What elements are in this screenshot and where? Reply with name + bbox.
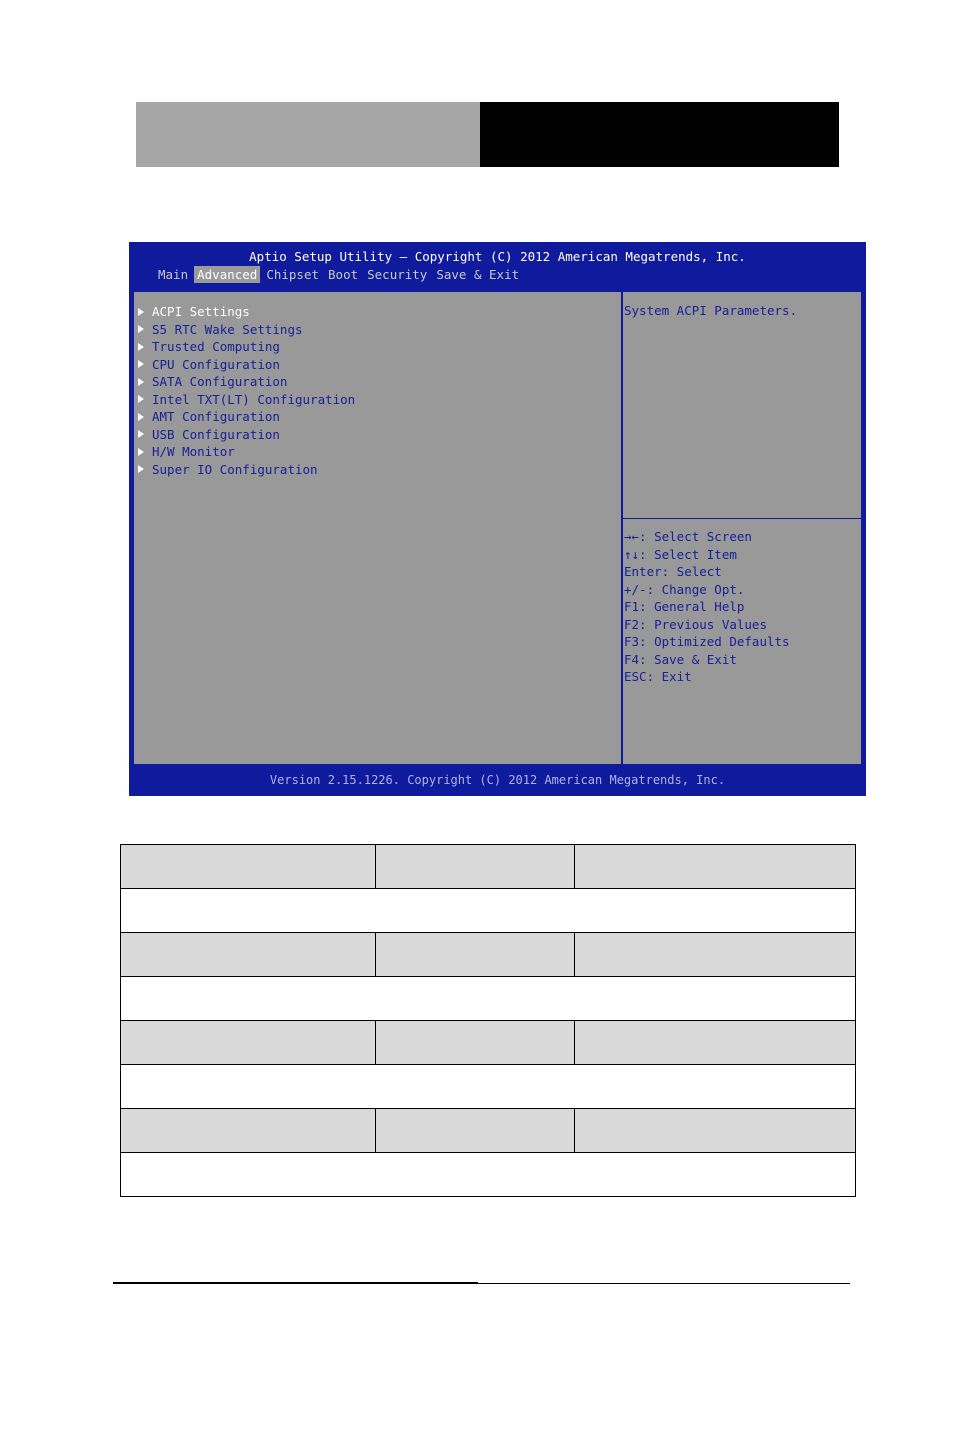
- options-header-row: [121, 1021, 856, 1065]
- option-default-cell: [575, 1109, 856, 1153]
- bios-title: Aptio Setup Utility – Copyright (C) 2012 American Megatrends, Inc.: [249, 249, 746, 264]
- options-header-row: [121, 845, 856, 889]
- option-name-cell: [121, 933, 376, 977]
- option-value-cell: [376, 933, 575, 977]
- bios-help-pane: [623, 292, 861, 764]
- submenu-arrow-icon: [138, 343, 144, 351]
- key-help-select-screen: →←: Select Screen: [624, 529, 752, 544]
- bios-tab-bar: [155, 266, 525, 284]
- menu-item-s5-rtc-wake-settings[interactable]: [138, 321, 355, 339]
- option-name-cell: [121, 845, 376, 889]
- menu-item-hw-monitor[interactable]: [138, 443, 355, 461]
- option-value-cell: [376, 1021, 575, 1065]
- option-value-cell: [376, 1109, 575, 1153]
- key-help-optimized-defaults: F3: Optimized Defaults: [624, 634, 790, 649]
- key-help-list: [624, 528, 790, 686]
- menu-item-sata-configuration[interactable]: [138, 373, 355, 391]
- key-help-general-help: F1: General Help: [624, 599, 745, 614]
- options-description-row: [121, 1065, 856, 1109]
- footer-rule-right: [478, 1283, 850, 1284]
- submenu-arrow-icon: [138, 430, 144, 438]
- bios-screenshot: [129, 242, 866, 796]
- tab-save-exit[interactable]: Save & Exit: [436, 267, 520, 282]
- submenu-arrow-icon: [138, 465, 144, 473]
- menu-item-intel-txt-configuration[interactable]: [138, 391, 355, 409]
- option-description-cell: [121, 889, 856, 933]
- bios-version-footer: Version 2.15.1226. Copyright (C) 2012 American Megatrends, Inc.: [269, 773, 726, 787]
- tab-security[interactable]: Security: [367, 267, 428, 282]
- item-help-text: System ACPI Parameters.: [624, 303, 798, 318]
- key-help-select-item: ↑↓: Select Item: [624, 546, 737, 562]
- tab-advanced[interactable]: Advanced: [194, 266, 260, 283]
- menu-item-acpi-settings[interactable]: [138, 303, 355, 321]
- menu-item-label: CPU Configuration: [152, 356, 280, 372]
- header-banner-right: [480, 102, 839, 167]
- option-description-cell: [121, 1153, 856, 1197]
- option-name-cell: [121, 1021, 376, 1065]
- submenu-arrow-icon: [138, 378, 144, 386]
- menu-item-label: H/W Monitor: [152, 444, 235, 459]
- submenu-arrow-icon: [138, 413, 144, 421]
- options-description-row: [121, 889, 856, 933]
- option-default-cell: [575, 1021, 856, 1065]
- option-name-cell: [121, 1109, 376, 1153]
- option-default-cell: [575, 845, 856, 889]
- header-banner-left: [136, 102, 480, 167]
- options-description-row: [121, 977, 856, 1021]
- key-help-esc-exit: ESC: Exit: [624, 669, 692, 684]
- submenu-arrow-icon: [138, 325, 144, 333]
- menu-item-usb-configuration[interactable]: [138, 426, 355, 444]
- menu-item-label: Intel TXT(LT) Configuration: [152, 391, 356, 407]
- options-header-row: [121, 933, 856, 977]
- menu-item-label: USB Configuration: [152, 426, 280, 442]
- options-table: [120, 844, 856, 1197]
- tab-chipset[interactable]: Chipset: [266, 267, 320, 282]
- menu-item-amt-configuration[interactable]: [138, 408, 355, 426]
- tab-main[interactable]: Main: [158, 267, 189, 282]
- option-description-cell: [121, 977, 856, 1021]
- menu-item-label: Trusted Computing: [152, 339, 280, 354]
- key-help-enter: Enter: Select: [624, 564, 722, 579]
- menu-item-trusted-computing[interactable]: [138, 338, 355, 356]
- submenu-arrow-icon: [138, 360, 144, 368]
- bios-main-panel: [132, 290, 863, 766]
- help-divider: [623, 518, 861, 519]
- menu-item-super-io-configuration[interactable]: [138, 461, 355, 479]
- submenu-arrow-icon: [138, 448, 144, 456]
- options-header-row: [121, 1109, 856, 1153]
- submenu-arrow-icon: [138, 395, 144, 403]
- options-description-row: [121, 1153, 856, 1197]
- option-value-cell: [376, 845, 575, 889]
- option-default-cell: [575, 933, 856, 977]
- menu-item-label: ACPI Settings: [152, 304, 250, 319]
- menu-item-label: SATA Configuration: [152, 374, 288, 389]
- key-help-previous-values: F2: Previous Values: [624, 616, 767, 632]
- key-help-save-exit: F4: Save & Exit: [624, 651, 737, 667]
- footer-rule-left: [113, 1282, 478, 1284]
- key-help-change-opt: +/-: Change Opt.: [624, 581, 745, 597]
- bios-menu-list: [138, 303, 355, 478]
- tab-boot[interactable]: Boot: [328, 267, 359, 282]
- menu-item-label: AMT Configuration: [152, 409, 280, 424]
- menu-item-cpu-configuration[interactable]: [138, 356, 355, 374]
- bios-menu-pane: [134, 292, 623, 764]
- option-description-cell: [121, 1065, 856, 1109]
- menu-item-label: Super IO Configuration: [152, 461, 318, 477]
- submenu-arrow-icon: [138, 308, 144, 316]
- menu-item-label: S5 RTC Wake Settings: [152, 321, 303, 337]
